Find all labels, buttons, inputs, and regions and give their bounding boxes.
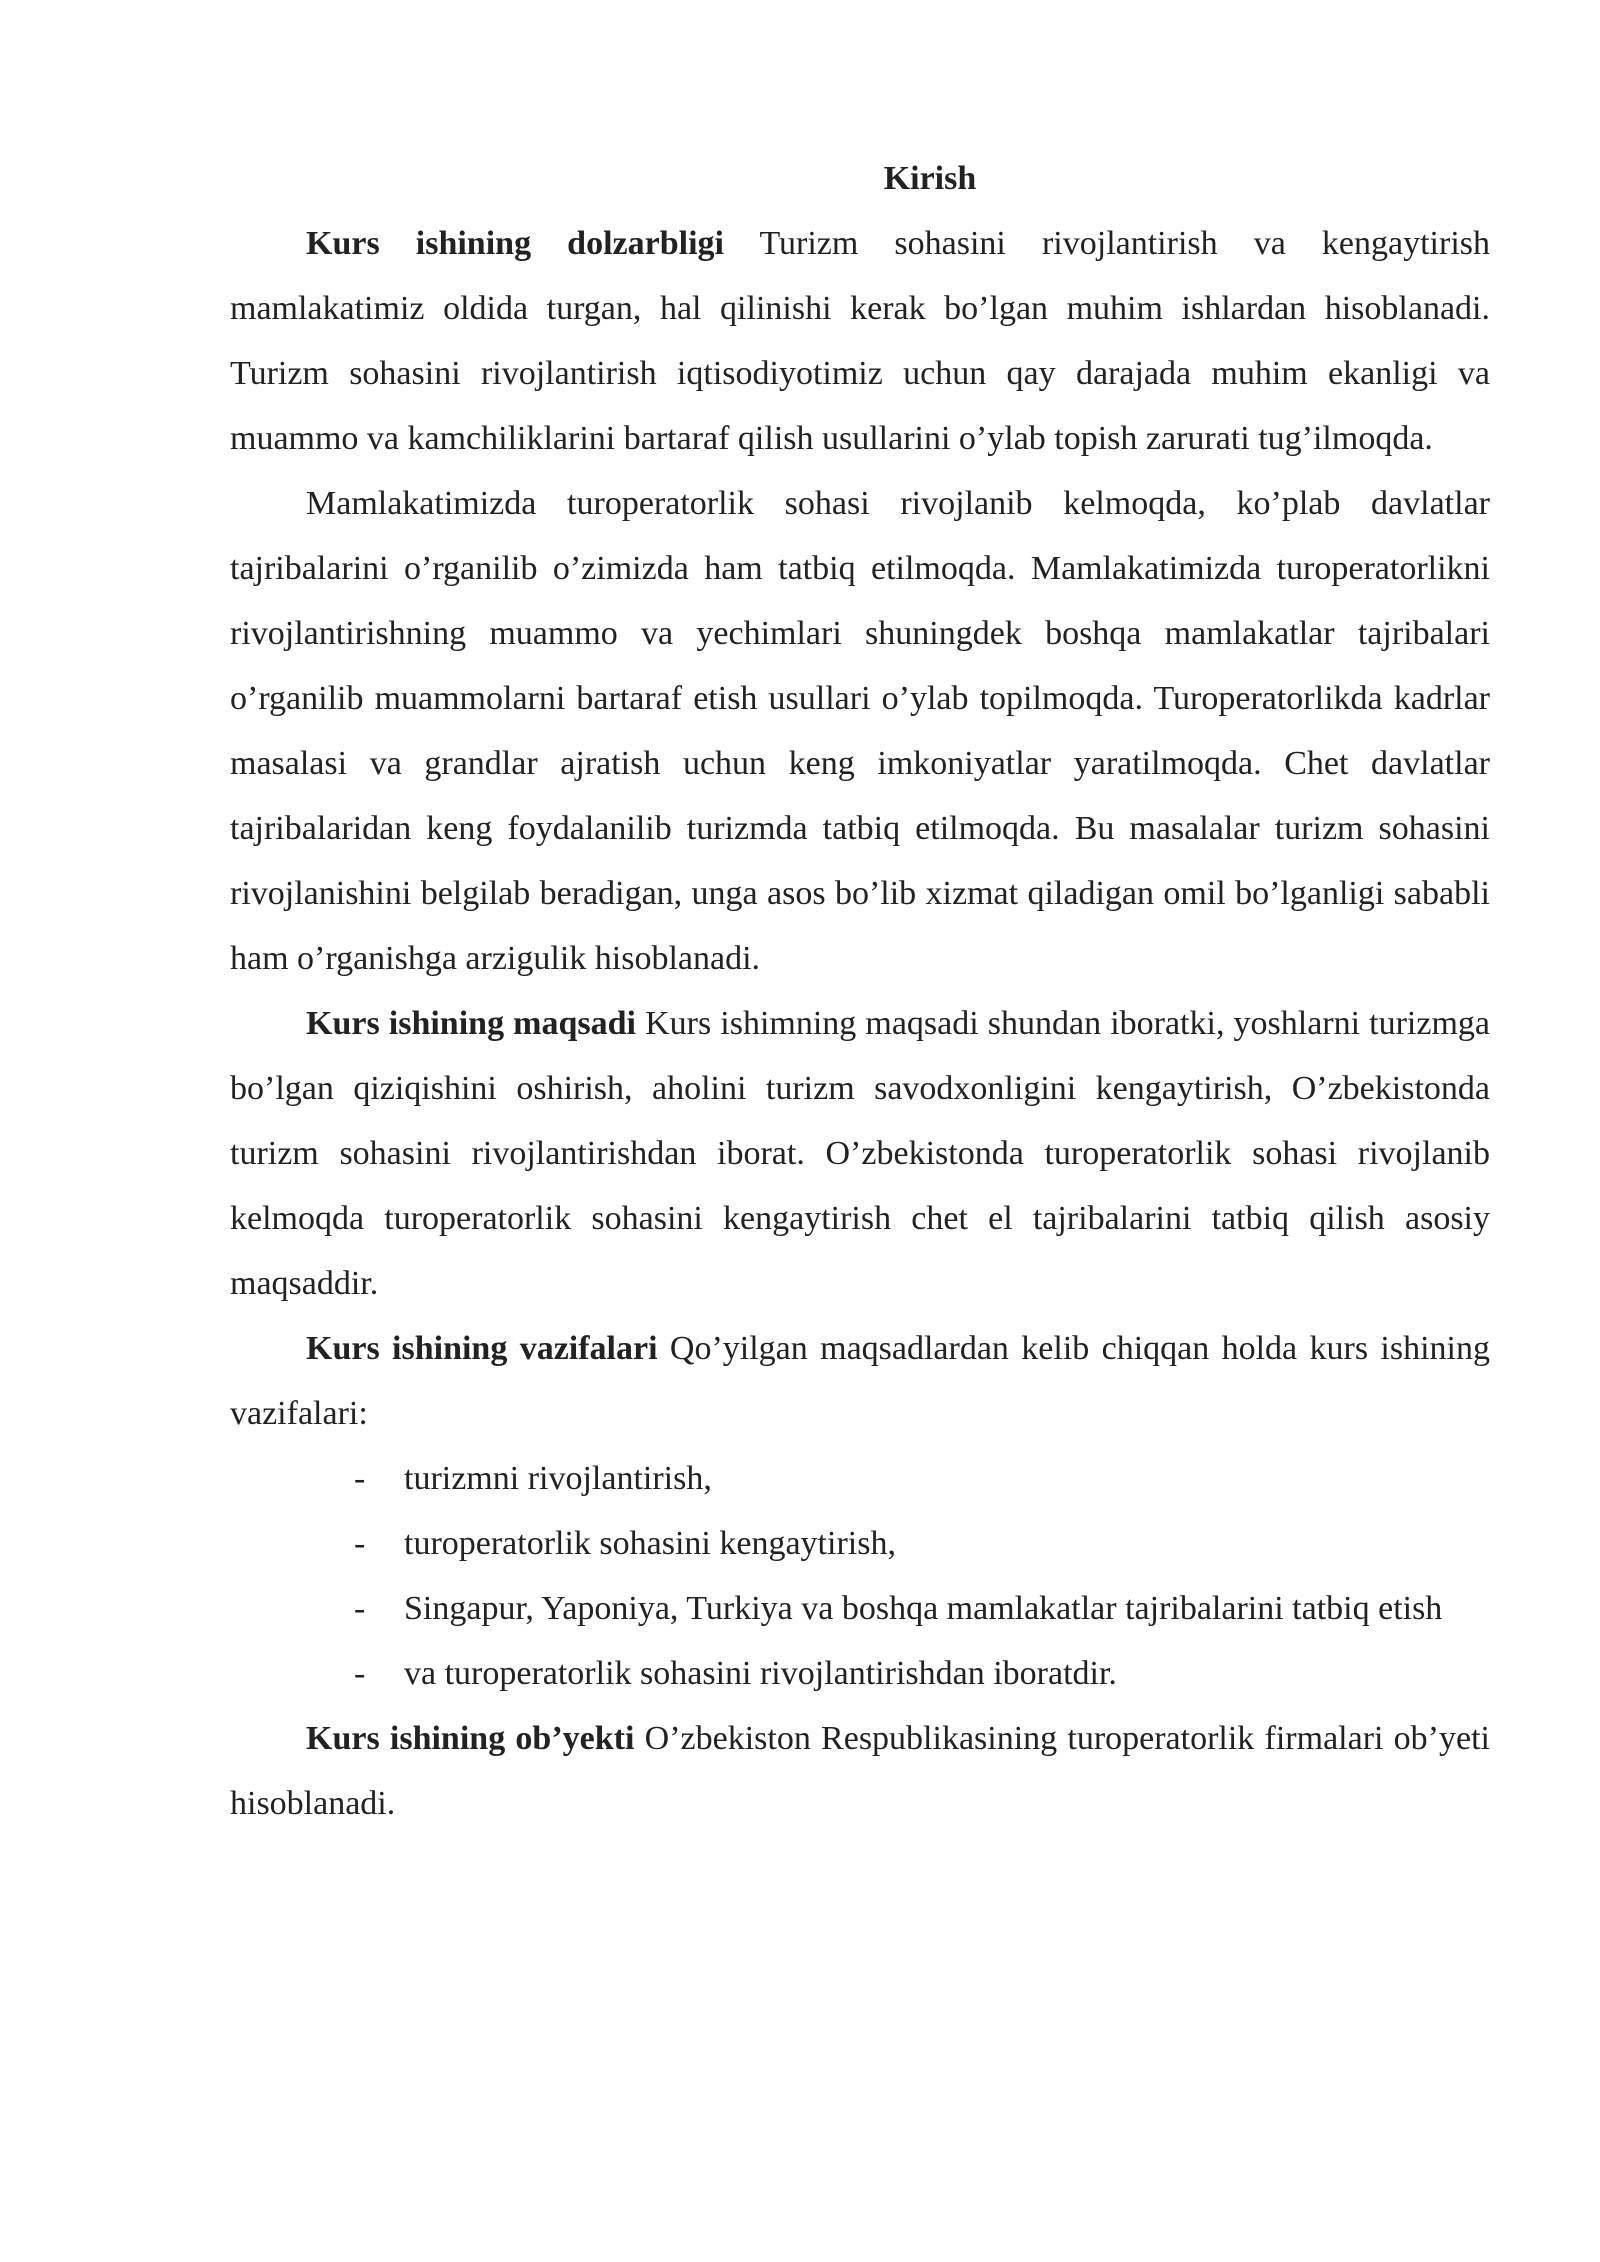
list-item [230, 1446, 1490, 1511]
paragraph-context [230, 471, 1490, 991]
paragraph-text: Kurs ishimning maqsadi shundan iboratki, yoshlarni turizmga bo’lgan qiziqishini oshirish, aholini turizm savodxonligini kengaytirish, O’zbekistonda turizm sohasini rivojlantirishdan iborat. O’zbekistonda turoperatorlik sohasi rivojlanib kelmoqda turoperatorlik sohasini kengaytirish chet el tajribalarini tatbiq qilish asosiy maqsaddir. [230, 1005, 1491, 1302]
dash-marker: - [354, 1655, 366, 1692]
page-title: Kirish [883, 160, 977, 197]
paragraph-text: O’zbekiston Respublikasining turoperatorlik firmalari ob’yeti hisoblanadi. [230, 1720, 1490, 1822]
paragraph-text: Qo’yilgan maqsadlardan kelib chiqqan holda kurs ishining vazifalari: [230, 1330, 1490, 1432]
dash-marker: - [354, 1525, 366, 1562]
list-item-text: turoperatorlik sohasini kengaytirish, [404, 1525, 896, 1562]
list-item [230, 1511, 1490, 1576]
task-list [230, 1446, 1490, 1706]
paragraph-relevance [230, 211, 1490, 471]
paragraph-lead: Kurs ishining vazifalari [306, 1330, 658, 1367]
list-item [230, 1641, 1490, 1706]
list-item [230, 1576, 1490, 1641]
paragraph-goal [230, 991, 1490, 1316]
document-page [230, 146, 1490, 1836]
list-item-text: va turoperatorlik sohasini rivojlantirishdan iboratdir. [404, 1655, 1117, 1692]
paragraph-object [230, 1706, 1490, 1836]
list-item-text: Singapur, Yaponiya, Turkiya va boshqa mamlakatlar tajribalarini tatbiq etish [404, 1590, 1443, 1627]
dash-marker: - [354, 1590, 366, 1627]
dash-marker: - [354, 1460, 366, 1497]
list-item-text: turizmni rivojlantirish, [404, 1460, 712, 1497]
paragraph-text: Turizm sohasini rivojlantirish va kengaytirish mamlakatimiz oldida turgan, hal qilinishi kerak bo’lgan muhim ishlardan hisoblanadi. Turizm sohasini rivojlantirish iqtisodiyotimiz uchun qay darajada muhim ekanligi va muammo va kamchiliklarini bartaraf qilish usullarini o’ylab topish zarurati tug’ilmoqda. [230, 225, 1490, 457]
paragraph-lead: Kurs ishining dolzarbligi [306, 225, 724, 262]
paragraph-text: Mamlakatimizda turoperatorlik sohasi rivojlanib kelmoqda, ko’plab davlatlar tajribalarini o’rganilib o’zimizda ham tatbiq etilmoqda. Mamlakatimizda turoperatorlikni rivojlantirishning muammo va yechimlari shuningdek boshqa mamlakatlar tajribalari o’rganilib muammolarni bartaraf etish usullari o’ylab topilmoqda. Turoperatorlikda kadrlar masalasi va grandlar ajratish uchun keng imkoniyatlar yaratilmoqda. Chet davlatlar tajribalaridan keng foydalanilib turizmda tatbiq etilmoqda. Bu masalalar turizm sohasini rivojlanishini belgilab beradigan, unga asos bo’lib xizmat qiladigan omil bo’lganligi sababli ham o’rganishga arzigulik hisoblanadi. [230, 485, 1490, 977]
paragraph-lead: Kurs ishining ob’yekti [306, 1720, 635, 1757]
paragraph-tasks [230, 1316, 1490, 1446]
paragraph-lead: Kurs ishining maqsadi [306, 1005, 636, 1042]
